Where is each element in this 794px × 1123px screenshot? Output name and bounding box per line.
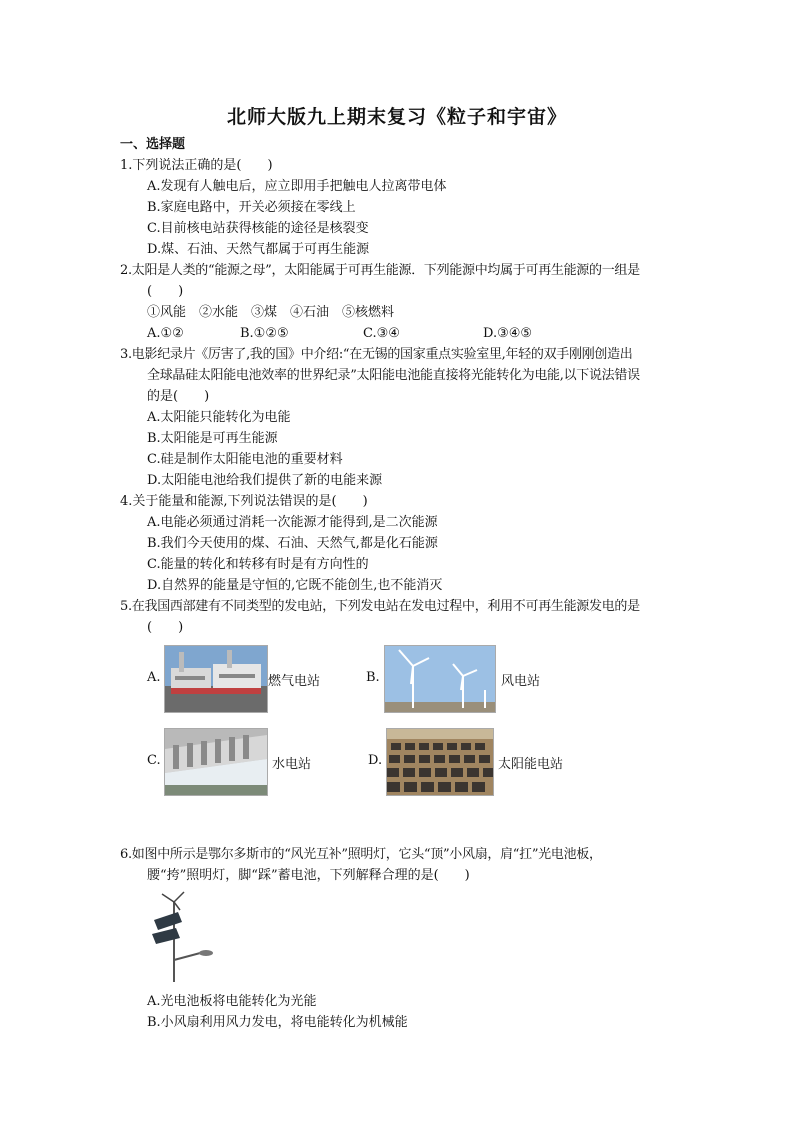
- question-6-stem-line2: 腰“挎”照明灯，脚“踩”蓄电池，下列解释合理的是( ): [147, 868, 470, 883]
- question-3-option-c: C.硅是制作太阳能电池的重要材料: [147, 452, 343, 467]
- question-2-option-c: C.③④: [363, 326, 400, 341]
- question-2-stem: 2.太阳是人类的“能源之母”，太阳能属于可再生能源．下列能源中均属于可再生能源的一组是: [120, 263, 640, 278]
- question-2-option-b: B.①②⑤: [240, 326, 289, 341]
- question-6-option-b: B.小风扇利用风力发电，将电能转化为机械能: [147, 1015, 408, 1030]
- question-5-option-d-letter: D.: [368, 753, 383, 768]
- question-1-option-d: D.煤、石油、天然气都属于可再生能源: [147, 242, 370, 257]
- question-3-option-a: A.太阳能只能转化为电能: [147, 410, 291, 425]
- question-6-stem-line1: 6.如图中所示是鄂尔多斯市的“风光互补”照明灯，它头“顶”小风扇，肩“扛”光电池板，: [120, 847, 602, 862]
- question-5-option-c-label: 水电站: [272, 757, 312, 772]
- question-4-stem: 4.关于能量和能源,下列说法错误的是( ): [120, 494, 368, 509]
- question-5-option-b-letter: B.: [366, 670, 380, 685]
- question-1-option-b: B.家庭电路中，开关必须接在零线上: [147, 200, 356, 215]
- question-4-option-d: D.自然界的能量是守恒的,它既不能创生,也不能消灭: [147, 578, 443, 593]
- question-3-option-b: B.太阳能是可再生能源: [147, 431, 278, 446]
- question-1-option-a: A.发现有人触电后，应立即用手把触电人拉离带电体: [147, 179, 447, 194]
- question-2-paren: ( ): [147, 284, 184, 299]
- wind-farm-image: [384, 645, 496, 713]
- question-1-stem: 1.下列说法正确的是( ): [120, 158, 273, 173]
- hydro-station-image: [164, 728, 268, 796]
- question-5-option-a-label: 燃气电站: [268, 674, 321, 689]
- question-5-option-b-label: 风电站: [501, 674, 541, 689]
- question-1-option-c: C.目前核电站获得核能的途径是核裂变: [147, 221, 369, 236]
- page-title: 北师大版九上期末复习《粒子和宇宙》: [226, 106, 567, 128]
- gas-power-station-image: [164, 645, 268, 713]
- solar-station-image: [386, 728, 494, 796]
- section-heading: 一、选择题: [120, 137, 186, 152]
- question-5-option-a-letter: A.: [147, 670, 161, 685]
- question-5-option-c-letter: C.: [147, 753, 161, 768]
- question-4-option-c: C.能量的转化和转移有时是有方向性的: [147, 557, 369, 572]
- question-3-stem-line3: 的是( ): [147, 389, 210, 404]
- question-2-option-a: A.①②: [147, 326, 184, 341]
- question-2-list: ①风能 ②水能 ③煤 ④石油 ⑤核燃料: [147, 305, 395, 320]
- question-3-stem-line1: 3.电影纪录片《厉害了,我的国》中介绍:“在无锡的国家重点实验室里,年轻的双手刚刚创造出: [120, 347, 633, 362]
- question-5-paren: ( ): [147, 620, 184, 635]
- question-4-option-a: A.电能必须通过消耗一次能源才能得到,是二次能源: [147, 515, 438, 530]
- question-3-stem-line2: 全球晶硅太阳能电池效率的世界纪录”太阳能电池能直接将光能转化为电能,以下说法错误: [147, 368, 640, 383]
- wind-solar-lamp-image: [146, 890, 216, 986]
- question-5-stem: 5.在我国西部建有不同类型的发电站，下列发电站在发电过程中，利用不可再生能源发电的是: [120, 599, 640, 614]
- question-4-option-b: B.我们今天使用的煤、石油、天然气,都是化石能源: [147, 536, 438, 551]
- question-3-option-d: D.太阳能电池给我们提供了新的电能来源: [147, 473, 383, 488]
- question-2-option-d: D.③④⑤: [483, 326, 533, 341]
- question-5-option-d-label: 太阳能电站: [498, 757, 564, 772]
- question-6-option-a: A.光电池板将电能转化为光能: [147, 994, 317, 1009]
